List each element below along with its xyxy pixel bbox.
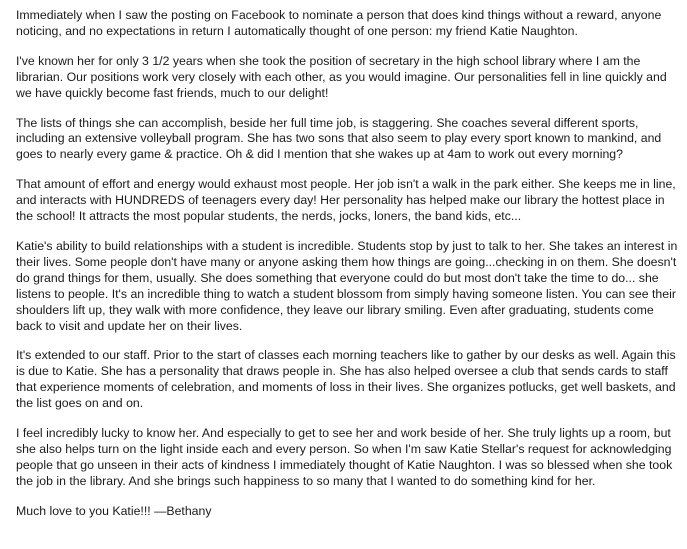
paragraph-relationships: Katie's ability to build relationships with a student is incredible. Students stop by just to talk to her. She takes an interest in their lives. Some people don't have many or anyone asking them how things are going...checking in on them. She doesn't do grand things for them, usually. She does something that everyone could do but most don't take the time to do... she listens to people. It's an incredible thing to watch a student blossom from simply having someone listen. You can see their shoulders lift up, they walk with more confidence, they leave our library smiling. Even after graduating, students come back to visit and update her on their lives. [16,238,678,333]
paragraph-how-we-met: I've known her for only 3 1/2 years when she took the position of secretary in the high school library where I am the librarian. Our positions work very closely with each other, as you would imagine. Our personalities fell in line quickly and we have quickly become fast friends, much to our delight! [16,53,667,100]
paragraph-gratitude: I feel incredibly lucky to know her. And especially to get to see her and work beside of her. She truly lights up a room, but she also helps turn on the light inside each and every person. So when I'm saw Katie Stellar's request for acknowledging people that go unseen in their acts of kindness I immediately thought of Katie Naughton. I was so blessed when she took the job in the library. And she brings such happiness to so many that I wanted to do something kind for her. [16,426,673,488]
paragraph-staff: It's extended to our staff. Prior to the start of classes each morning teachers like to gather by our desks as well. Again this is due to Katie. She has a personality that draws people in. She has also helped oversee a club that sends cards to staff that experience moments of celebration, and moments of loss in their lives. She organizes potlucks, get well baskets, and the list goes on and on. [16,348,676,411]
paragraph-energy: That amount of effort and energy would exhaust most people. Her job isn't a walk in the park either. She keeps me in line, and interacts with HUNDREDS of teenagers every day! Her personality has helped make our library the hottest place in the school! It attracts the most popular students, the nerds, jocks, loners, the band kids, etc... [16,177,676,224]
paragraph-intro: Immediately when I saw the posting on Facebook to nominate a person that does kind things without a reward, anyone noticing, and no expectations in return I automatically thought of one person: my friend Katie Naughton. [16,8,662,38]
paragraph-signoff: Much love to you Katie!!! —Bethany [16,503,212,518]
paragraph-accomplishments: The lists of things she can accomplish, beside her full time job, is staggering. She coaches several different sports, including an extensive volleyball program. She has two sons that also seem to play every sport known to mankind, and goes to nearly every game & practice. Oh & did I mention that she wakes up at 4am to work out every morning? [16,115,662,162]
